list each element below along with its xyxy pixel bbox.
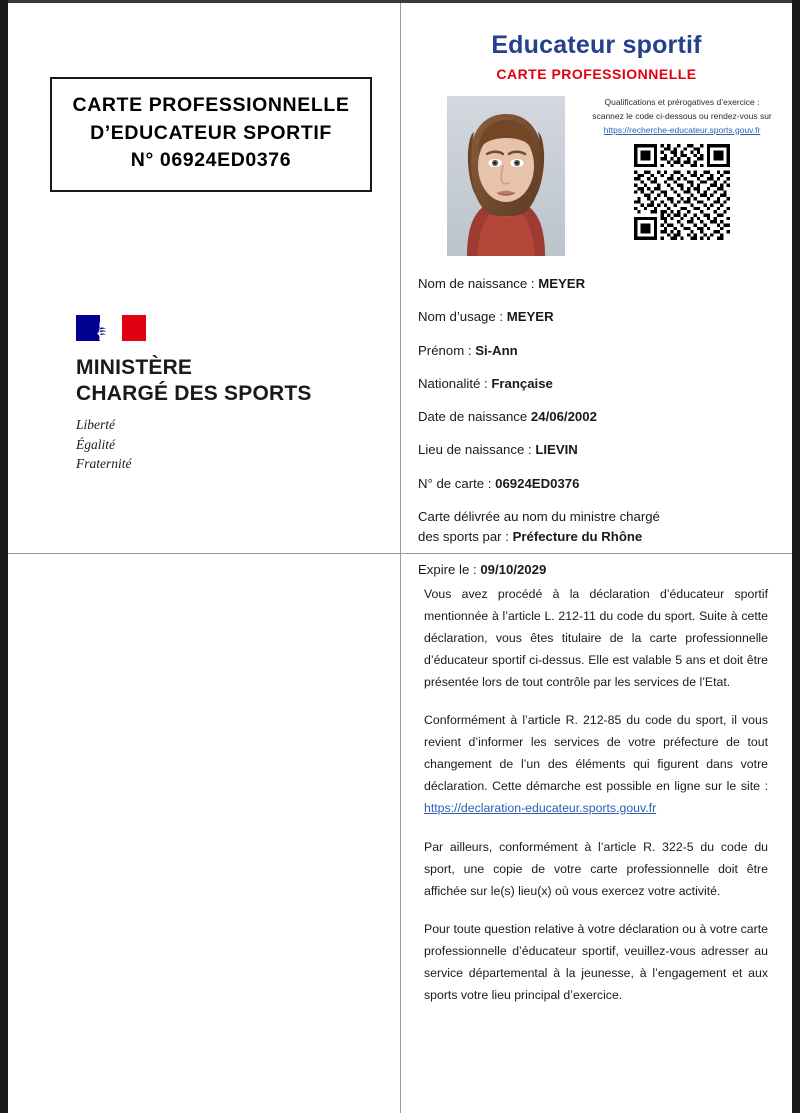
field-nom-de-naissance-label: Nom de naissance : xyxy=(418,276,535,291)
motto-fraternite: Fraternité xyxy=(76,456,132,472)
french-flag-marianne-icon xyxy=(76,315,146,341)
portrait-photo-image xyxy=(447,96,565,256)
ministry-name-line-2: CHARGÉ DES SPORTS xyxy=(76,381,312,405)
qr-code[interactable] xyxy=(634,144,730,240)
field-nationalite-value: Française xyxy=(491,375,553,391)
panel-top-right xyxy=(401,3,792,578)
marianne-profile-icon xyxy=(93,315,129,341)
field-date-de-naissance-value: 24/06/2002 xyxy=(530,409,597,425)
card-title-line-1: CARTE PROFESSIONNELLE xyxy=(72,94,350,116)
republic-motto xyxy=(76,415,312,474)
field-carte-delivree-line-2 xyxy=(418,527,792,547)
notice-paragraph-4: Pour toute question relative à votre déclaration ou à votre carte professionnelle d’éducateur sportif, veuillez-vous adresser au service départemental à la jeunesse, à l’engagement et aux sports votre lieu principal d’exercice. xyxy=(424,922,768,1002)
qr-instruction-line-2: scannez le code ci-dessous ou rendez-vous sur xyxy=(592,110,772,121)
field-expire-le-label: Expire le : xyxy=(418,562,477,578)
notice-paragraph-3: Par ailleurs, conformément à l’article R. 322-5 du code du sport, une copie de votre carte professionnelle doit être affichée sur le(s) lieu(x) où vous exercez votre activité. xyxy=(424,839,768,898)
qr-instruction-link[interactable]: https://recherche-educateur.sports.gouv.fr xyxy=(603,124,761,135)
motto-egalite: Égalité xyxy=(76,436,115,452)
qr-instruction-line-1: Qualifications et prérogatives d’exercice : xyxy=(604,97,760,107)
field-nationalite-label: Nationalité : xyxy=(418,375,488,391)
field-date-de-naissance-label: Date de naissance xyxy=(418,409,528,425)
card-title-line-3: N° 06924ED0376 xyxy=(130,149,292,172)
field-numero-de-carte-value: 06924ED0376 xyxy=(495,475,580,491)
panel-bottom-left xyxy=(8,554,400,1113)
notice-paragraph-1: Vous avez procédé à la déclaration d’éducateur sportif mentionnée à l’article L. 212-11 du code du sport. Suite à cette déclaration, vous êtes titulaire de la carte professionnelle d’éducateur sportif ci-dessus. Elle est valable 5 ans et doit être présentée lors de tout contrôle par les services de l’Etat. xyxy=(424,587,768,689)
field-nom-de-naissance xyxy=(418,274,792,294)
viewer-gutter-right xyxy=(792,0,800,1113)
identity-photo xyxy=(447,96,565,256)
qr-code-image xyxy=(634,144,730,240)
field-nom-d-usage-label: Nom d’usage : xyxy=(418,309,504,325)
field-nom-d-usage-value: MEYER xyxy=(506,309,554,325)
field-prenom-value: Si-Ann xyxy=(475,342,518,358)
field-nom-de-naissance-value: MEYER xyxy=(538,276,586,291)
document-page xyxy=(8,3,792,1113)
card-title-box xyxy=(50,77,372,192)
field-carte-delivree xyxy=(418,507,792,547)
notice-text-block xyxy=(401,554,792,1007)
field-numero-de-carte xyxy=(418,474,792,494)
field-prenom-label: Prénom : xyxy=(418,342,472,358)
field-prenom xyxy=(418,341,792,361)
field-carte-delivree-label: des sports par : xyxy=(418,528,509,544)
field-lieu-de-naissance-label: Lieu de naissance : xyxy=(418,442,532,458)
ministry-name-line-1: MINISTÈRE xyxy=(76,356,193,379)
notice-paragraph-2-text: Conformément à l’article R. 212-85 du code du sport, il vous revient d’informer les services de votre préfecture de tout changement de l’un des éléments qui figurent dans votre déclaration. Cette démarche est possible en ligne sur le site : xyxy=(424,713,768,793)
card-header-subtitle: CARTE PROFESSIONNELLE xyxy=(496,66,697,82)
card-title-line-2: D’EDUCATEUR SPORTIF xyxy=(90,121,332,144)
panel-top-left xyxy=(8,3,400,553)
panel-bottom-right xyxy=(401,554,792,1113)
field-lieu-de-naissance-value: LIEVIN xyxy=(535,442,578,458)
ministry-logo-block xyxy=(76,315,312,474)
qr-column xyxy=(576,96,788,240)
card-header-title: Educateur sportif xyxy=(491,31,702,59)
identity-fields xyxy=(401,274,792,580)
field-date-de-naissance xyxy=(418,407,792,427)
field-lieu-de-naissance xyxy=(418,440,792,460)
field-numero-de-carte-label: N° de carte : xyxy=(418,475,492,491)
field-carte-delivree-value: Préfecture du Rhône xyxy=(512,528,643,544)
field-carte-delivree-line-1: Carte délivrée au nom du ministre chargé xyxy=(418,509,660,525)
declaration-educateur-link[interactable]: https://declaration-educateur.sports.gouv.fr xyxy=(424,800,657,815)
qr-instructions xyxy=(576,96,788,137)
notice-paragraph-2 xyxy=(424,710,768,819)
field-expire-le-value: 09/10/2029 xyxy=(480,562,547,578)
motto-liberte: Liberté xyxy=(76,417,115,433)
photo-and-qr-row xyxy=(401,96,792,268)
field-nationalite xyxy=(418,374,792,394)
viewer-gutter-left xyxy=(0,0,8,1113)
field-nom-d-usage xyxy=(418,307,792,327)
viewer-top-edge xyxy=(8,0,792,3)
